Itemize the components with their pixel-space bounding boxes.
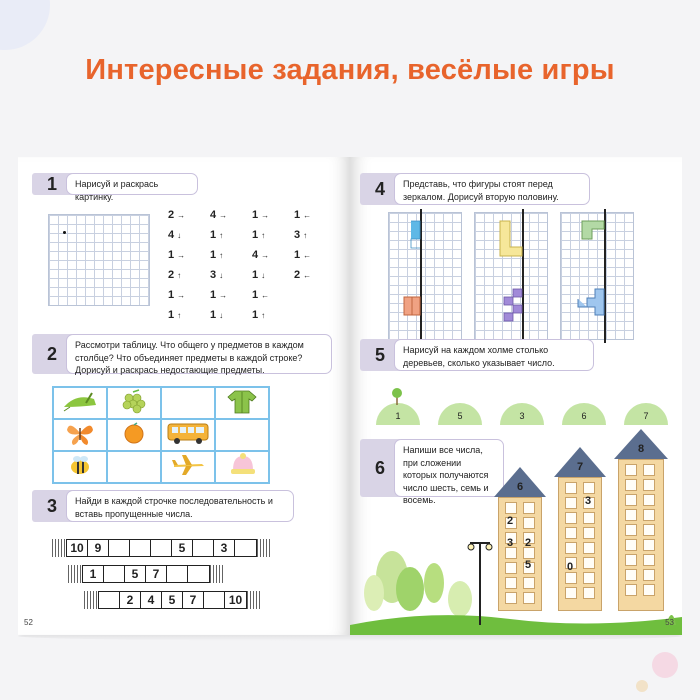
task-number: 6 xyxy=(360,439,400,497)
house-window[interactable] xyxy=(583,587,595,599)
arrow-step xyxy=(252,227,294,243)
arrow-direction-icon: → xyxy=(261,251,270,260)
step-count: 1 xyxy=(210,229,217,241)
step-count: 1 xyxy=(252,269,259,281)
bus-icon xyxy=(166,421,210,450)
step-count: 3 xyxy=(210,269,217,281)
house-number: 3 xyxy=(506,537,514,549)
task-3-header xyxy=(32,490,294,522)
house-top-number: 6 xyxy=(516,481,524,493)
sweater-icon xyxy=(227,387,257,420)
house-window[interactable] xyxy=(523,517,535,529)
house-window[interactable] xyxy=(643,479,655,491)
step-count: 1 xyxy=(210,249,217,261)
house-window[interactable] xyxy=(643,524,655,536)
house-window[interactable] xyxy=(643,584,655,596)
house-window[interactable] xyxy=(565,542,577,554)
arrow-direction-icon: ↑ xyxy=(177,311,182,320)
empty-table-cell[interactable] xyxy=(107,451,161,483)
arrow-direction-icon: → xyxy=(177,251,186,260)
ribbon-cells xyxy=(66,539,257,557)
house-window[interactable] xyxy=(505,592,517,604)
bee-icon xyxy=(65,452,95,483)
house-number: 5 xyxy=(524,559,532,571)
background-dot xyxy=(652,652,678,678)
page-number: 53 xyxy=(665,618,674,627)
house-window[interactable] xyxy=(523,592,535,604)
house-window[interactable] xyxy=(643,569,655,581)
arrow-step xyxy=(210,207,252,223)
arrow-step xyxy=(294,247,336,263)
arrow-direction-icon: → xyxy=(219,291,228,300)
arrow-dictation xyxy=(168,207,336,323)
task-number: 1 xyxy=(32,173,72,195)
step-count: 1 xyxy=(252,229,259,241)
house-window[interactable] xyxy=(565,587,577,599)
task-text: Найди в каждой строчке последовательность и вставь пропущенные числа. xyxy=(66,490,294,522)
table-cell xyxy=(215,451,269,483)
step-count: 1 xyxy=(168,289,175,301)
empty-number-cell[interactable] xyxy=(167,566,188,582)
arrow-step xyxy=(210,287,252,303)
arrow-step xyxy=(210,247,252,263)
house-window[interactable] xyxy=(625,584,637,596)
house-window[interactable] xyxy=(583,572,595,584)
arrow-direction-icon: ↑ xyxy=(177,271,182,280)
step-count: 3 xyxy=(294,229,301,241)
ribbon-end xyxy=(247,591,261,609)
airplane-icon xyxy=(170,453,206,482)
arrow-direction-icon: → xyxy=(177,291,186,300)
number-house xyxy=(618,459,664,611)
empty-table-cell[interactable] xyxy=(161,387,215,419)
house-number: 3 xyxy=(584,495,592,507)
house-window[interactable] xyxy=(583,542,595,554)
arrow-direction-icon: ↓ xyxy=(219,271,224,280)
house-window[interactable] xyxy=(643,509,655,521)
house-number: 0 xyxy=(566,561,574,573)
house-window[interactable] xyxy=(643,539,655,551)
task-text: Напиши все числа, при сложении которых получаются число шесть, семь и восемь. xyxy=(394,439,504,497)
arrow-step xyxy=(252,247,294,263)
house-window[interactable] xyxy=(625,569,637,581)
step-count: 4 xyxy=(210,209,217,221)
arrow-step xyxy=(252,287,294,303)
start-dot xyxy=(63,231,66,234)
number-cell: 5 xyxy=(162,592,183,608)
arrow-step xyxy=(252,307,294,323)
step-count: 4 xyxy=(168,229,175,241)
task-text: Нарисуй на каждом холме столько деревьев, сколько указывает число. xyxy=(394,339,594,371)
step-count: 2 xyxy=(168,269,175,281)
arrow-step xyxy=(294,307,336,323)
house-top-number: 8 xyxy=(637,443,645,455)
number-ribbon xyxy=(52,539,271,557)
arrow-step xyxy=(168,267,210,283)
arrow-direction-icon: ↓ xyxy=(261,271,266,280)
hill[interactable]: 1 xyxy=(376,403,420,425)
house-window[interactable] xyxy=(625,494,637,506)
house-window[interactable] xyxy=(625,524,637,536)
arrow-step xyxy=(210,267,252,283)
arrow-direction-icon: ← xyxy=(303,211,312,220)
task-5-header xyxy=(360,339,594,371)
ribbon-cells xyxy=(82,565,210,583)
step-count: 4 xyxy=(252,249,259,261)
house-window[interactable] xyxy=(643,464,655,476)
table-cell xyxy=(215,387,269,419)
left-page xyxy=(18,157,350,635)
empty-table-cell[interactable] xyxy=(215,419,269,451)
arrow-step xyxy=(168,287,210,303)
ribbon-end xyxy=(210,565,224,583)
task-number: 5 xyxy=(360,339,400,371)
step-count: 2 xyxy=(294,269,301,281)
empty-number-cell[interactable] xyxy=(235,540,256,556)
ribbon-cells xyxy=(98,591,247,609)
sample-tree-icon xyxy=(390,387,404,405)
empty-number-cell[interactable] xyxy=(104,566,125,582)
arrow-direction-icon: ← xyxy=(303,271,312,280)
house-window[interactable] xyxy=(583,512,595,524)
ribbon-end xyxy=(68,565,82,583)
page-number: 52 xyxy=(24,618,33,627)
ribbon-end xyxy=(52,539,66,557)
grasshopper-icon xyxy=(60,389,100,418)
arrow-step xyxy=(252,207,294,223)
task-6-header xyxy=(360,439,504,505)
arrow-direction-icon: ↑ xyxy=(303,231,308,240)
arrow-direction-icon: ← xyxy=(261,291,270,300)
house-window[interactable] xyxy=(565,497,577,509)
arrow-step xyxy=(168,227,210,243)
task-2-header xyxy=(32,334,332,374)
step-count: 1 xyxy=(168,309,175,321)
drawing-grid[interactable] xyxy=(48,214,150,306)
ribbon-end xyxy=(84,591,98,609)
task-number: 3 xyxy=(32,490,72,522)
number-ribbon xyxy=(84,591,261,609)
arrow-direction-icon: ↑ xyxy=(219,251,224,260)
task-text: Рассмотри таблицу. Что общего у предметов в каждом столбце? Что объединяет предметы в каждой строке? Дорисуй и раскрась недостающие предметы. xyxy=(66,334,332,374)
house-window[interactable] xyxy=(505,502,517,514)
ribbon-end xyxy=(257,539,271,557)
arrow-direction-icon: ↑ xyxy=(261,311,266,320)
number-cell: 10 xyxy=(67,540,88,556)
arrow-step xyxy=(294,227,336,243)
task-1-header xyxy=(32,173,198,202)
number-cell: 10 xyxy=(228,593,243,607)
mirror-shapes xyxy=(350,157,682,357)
orange-icon xyxy=(122,421,146,450)
task-text: Нарисуй и раскрась картинку. xyxy=(66,173,198,195)
empty-number-cell[interactable] xyxy=(130,540,151,556)
table-cell xyxy=(53,419,107,451)
arrow-direction-icon: ← xyxy=(303,251,312,260)
number-cell: 1 xyxy=(83,566,104,582)
number-ribbon xyxy=(68,565,224,583)
house-window[interactable] xyxy=(643,554,655,566)
house-top-number: 7 xyxy=(576,461,584,473)
house-window[interactable] xyxy=(625,539,637,551)
number-cell: 7 xyxy=(183,592,204,608)
hill[interactable]: 6 xyxy=(562,403,606,425)
house-window[interactable] xyxy=(625,554,637,566)
background-blob xyxy=(0,0,50,50)
table-cell xyxy=(161,419,215,451)
step-count: 1 xyxy=(294,249,301,261)
arrow-step xyxy=(294,287,336,303)
arrow-direction-icon: → xyxy=(219,211,228,220)
arrow-direction-icon: ↓ xyxy=(177,231,182,240)
arrow-direction-icon: ↓ xyxy=(219,311,224,320)
arrow-step xyxy=(294,267,336,283)
house-window[interactable] xyxy=(625,464,637,476)
house-window[interactable] xyxy=(565,527,577,539)
table-cell xyxy=(161,451,215,483)
number-cell: 5 xyxy=(172,540,193,556)
background-dot xyxy=(636,680,648,692)
step-count: 1 xyxy=(252,209,259,221)
number-cell: 2 xyxy=(120,592,141,608)
house-window[interactable] xyxy=(565,572,577,584)
house-window[interactable] xyxy=(643,494,655,506)
house-window[interactable] xyxy=(625,509,637,521)
arrow-step xyxy=(252,267,294,283)
arrow-step xyxy=(210,227,252,243)
number-house xyxy=(558,477,602,611)
step-count: 1 xyxy=(210,289,217,301)
house-window[interactable] xyxy=(565,512,577,524)
step-count: 1 xyxy=(294,209,301,221)
number-cell: 4 xyxy=(141,592,162,608)
step-count: 1 xyxy=(252,309,259,321)
arrow-step xyxy=(210,307,252,323)
arrow-direction-icon: ↑ xyxy=(261,231,266,240)
house-window[interactable] xyxy=(523,502,535,514)
house-window[interactable] xyxy=(505,562,517,574)
number-cell: 3 xyxy=(214,540,235,556)
step-count: 1 xyxy=(210,309,217,321)
arrow-step xyxy=(168,207,210,223)
number-cell: 9 xyxy=(88,540,109,556)
hill[interactable]: 7 xyxy=(624,403,668,425)
headline: Интересные задания, весёлые игры xyxy=(85,54,615,86)
house-window[interactable] xyxy=(625,479,637,491)
house-window[interactable] xyxy=(565,482,577,494)
hill[interactable]: 5 xyxy=(438,403,482,425)
step-count: 2 xyxy=(168,209,175,221)
empty-number-cell[interactable] xyxy=(188,566,209,582)
task-number: 2 xyxy=(32,334,72,374)
empty-number-cell[interactable] xyxy=(204,592,225,608)
right-page xyxy=(350,157,682,635)
house-window[interactable] xyxy=(505,577,517,589)
hat-icon xyxy=(227,452,257,483)
step-count: 1 xyxy=(168,249,175,261)
arrow-step xyxy=(168,307,210,323)
open-workbook xyxy=(18,157,682,635)
hill[interactable]: 3 xyxy=(500,403,544,425)
empty-number-cell[interactable] xyxy=(109,540,130,556)
grapes-icon xyxy=(119,388,149,419)
arrow-direction-icon: → xyxy=(261,211,270,220)
table-cell xyxy=(53,387,107,419)
items-table xyxy=(52,386,270,484)
empty-number-cell[interactable] xyxy=(151,540,172,556)
arrow-step xyxy=(294,207,336,223)
empty-number-cell[interactable] xyxy=(99,592,120,608)
arrow-direction-icon: ↑ xyxy=(219,231,224,240)
house-window[interactable] xyxy=(583,557,595,569)
house-number: 2 xyxy=(524,537,532,549)
task-text: Представь, что фигуры стоят перед зеркалом. Дорисуй вторую половину. xyxy=(394,173,590,205)
table-cell xyxy=(107,419,161,451)
table-cell xyxy=(53,451,107,483)
house-number: 2 xyxy=(506,515,514,527)
task-number: 4 xyxy=(360,173,400,205)
table-cell xyxy=(107,387,161,419)
arrow-step xyxy=(168,247,210,263)
house-window[interactable] xyxy=(523,577,535,589)
number-cell: 7 xyxy=(146,566,167,582)
house-window[interactable] xyxy=(583,482,595,494)
empty-number-cell[interactable] xyxy=(193,540,214,556)
step-count: 1 xyxy=(252,289,259,301)
arrow-direction-icon: → xyxy=(177,211,186,220)
number-cell: 5 xyxy=(125,566,146,582)
house-window[interactable] xyxy=(583,527,595,539)
butterfly-icon xyxy=(65,420,95,451)
